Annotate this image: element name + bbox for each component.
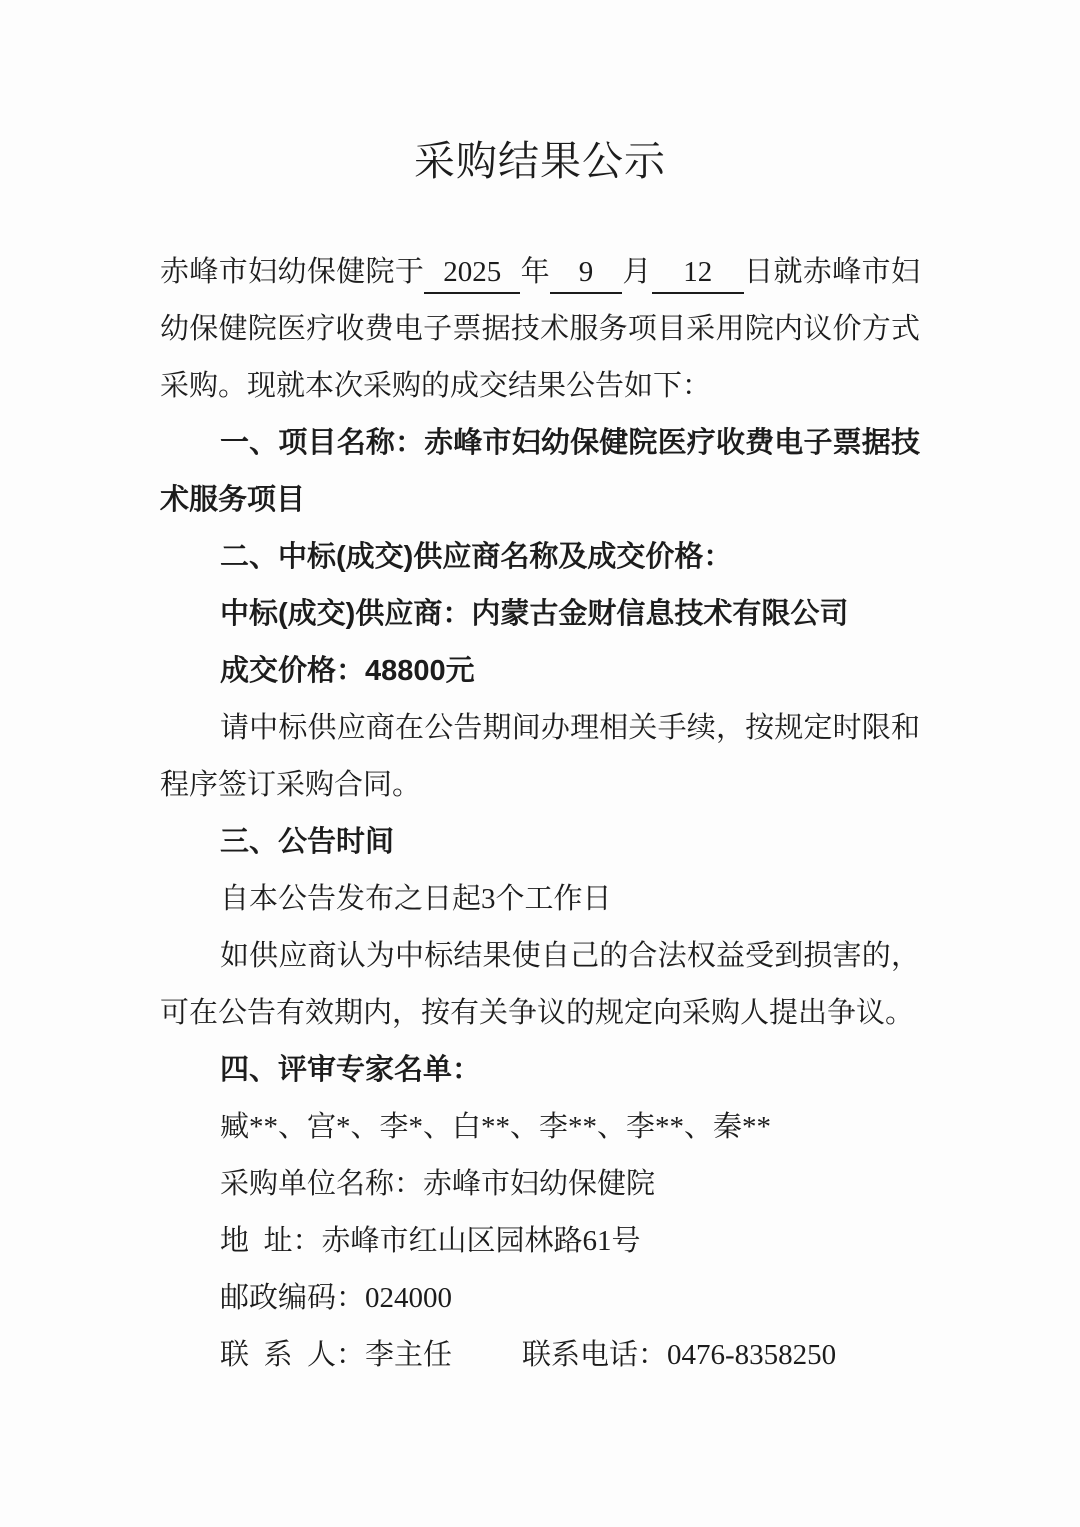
postcode-line: 邮政编码：024000 — [220, 1282, 453, 1314]
page-title: 采购结果公示 — [414, 138, 666, 184]
section-4-heading: 四、评审专家名单： — [220, 1054, 482, 1086]
year-label: 年 — [520, 256, 551, 288]
winning-supplier-line: 中标(成交)供应商：内蒙古金财信息技术有限公司 — [220, 598, 849, 630]
section-2-heading: 二、中标(成交)供应商名称及成交价格： — [220, 541, 733, 573]
contact-line — [160, 1327, 920, 1384]
contact-person: 联 系 人：李主任 — [220, 1339, 453, 1371]
section-3-heading: 三、公告时间 — [220, 826, 395, 858]
experts-list-line: 臧**、宫*、李*、白**、李**、李**、秦** — [220, 1111, 772, 1143]
day-blank: 12 — [652, 252, 744, 294]
section-1-heading: 一、项目名称：赤峰市妇幼保健院医疗收费电子票据技术服务项目 — [160, 427, 920, 516]
intro-paragraph — [160, 244, 920, 415]
purchaser-name-line: 采购单位名称：赤峰市妇幼保健院 — [220, 1168, 656, 1200]
contact-phone: 联系电话：0476-8358250 — [522, 1339, 837, 1371]
month-blank: 9 — [550, 252, 622, 294]
month-label: 月 — [622, 256, 652, 288]
announcement-duration-line: 自本公告发布之日起3个工作日 — [220, 883, 612, 915]
dispute-paragraph: 如供应商认为中标结果使自己的合法权益受到损害的，可在公告有效期内，按有关争议的规定向采购人提出争议。 — [160, 940, 920, 1029]
address-line: 地 址：赤峰市红山区园林路61号 — [220, 1225, 641, 1257]
deal-price-line: 成交价格：48800元 — [220, 655, 475, 687]
intro-prefix: 赤峰市妇幼保健院于 — [160, 256, 425, 288]
contract-note-paragraph: 请中标供应商在公告期间办理相关手续，按规定时限和程序签订采购合同。 — [160, 712, 920, 801]
intro-suffix: 日就赤峰市妇幼保健院医疗收费电子票据技术服务项目采用院内议价方式采购。现就本次采购的成交结果公告如下： — [160, 256, 920, 402]
document-body — [160, 244, 920, 1384]
year-blank: 2025 — [424, 252, 520, 294]
